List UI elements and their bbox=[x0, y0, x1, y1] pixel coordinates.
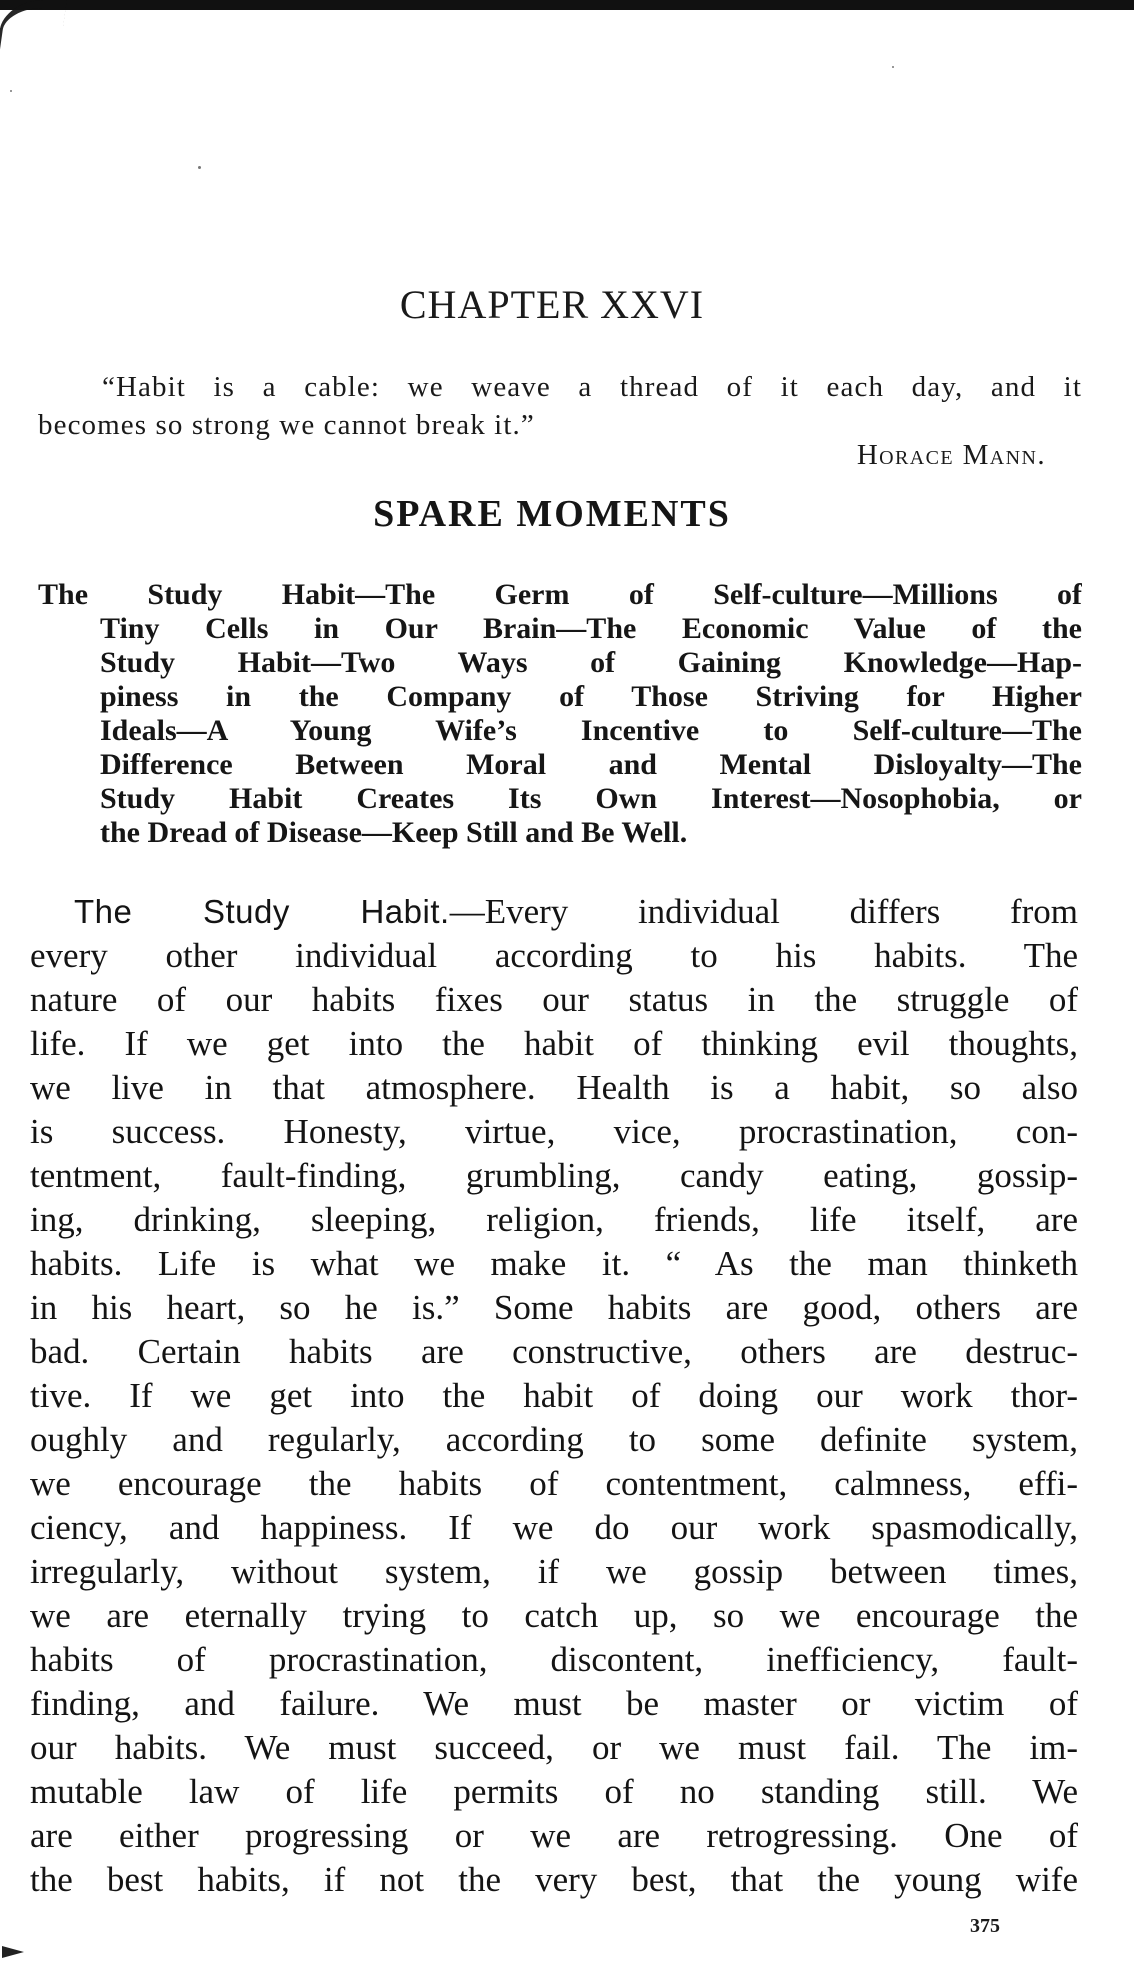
body-line: tive. If we get into the habit of doing our work thor- bbox=[30, 1376, 1078, 1415]
epigraph-quote bbox=[38, 368, 1082, 444]
body-line: we are eternally trying to catch up, so we encourage the bbox=[30, 1596, 1078, 1635]
paper-speck bbox=[198, 166, 201, 169]
body-line: we encourage the habits of contentment, calmness, effi- bbox=[30, 1464, 1078, 1503]
body-first-line bbox=[30, 890, 1078, 934]
body-line: is success. Honesty, virtue, vice, procrastination, con- bbox=[30, 1112, 1078, 1151]
epigraph-attribution: Horace Mann. bbox=[856, 439, 1046, 471]
chapter-title: CHAPTER XXVI bbox=[399, 282, 705, 327]
body-line: in his heart, so he is.” Some habits are good, others are bbox=[30, 1288, 1078, 1327]
body-line: finding, and failure. We must be master or victim of bbox=[30, 1684, 1078, 1723]
paper-speck bbox=[892, 66, 894, 68]
body-line: ciency, and happiness. If we do our work spasmodically, bbox=[30, 1508, 1078, 1547]
epigraph-line: becomes so strong we cannot break it.” bbox=[38, 409, 535, 441]
synopsis-line: Study Habit—Two Ways of Gaining Knowledge—Hap- bbox=[100, 646, 1082, 679]
body-line: ing, drinking, sleeping, religion, friends, life itself, are bbox=[30, 1200, 1078, 1239]
synopsis-line: Ideals—A Young Wife’s Incentive to Self-culture—The bbox=[100, 714, 1082, 747]
body-paragraph bbox=[30, 890, 1078, 1902]
top-edge-rule bbox=[0, 0, 1134, 10]
epigraph-line: “Habit is a cable: we weave a thread of it each day, and it bbox=[102, 371, 1082, 403]
body-line: tentment, fault-finding, grumbling, candy eating, gossip- bbox=[30, 1156, 1078, 1195]
body-line: oughly and regularly, according to some definite system, bbox=[30, 1420, 1078, 1459]
chapter-synopsis bbox=[38, 578, 1082, 850]
body-first-line-text: —Every individual differs from bbox=[449, 892, 1078, 931]
synopsis-line: The Study Habit—The Germ of Self-culture—Millions of bbox=[38, 578, 1082, 611]
synopsis-line: piness in the Company of Those Striving for Higher bbox=[100, 680, 1082, 713]
synopsis-line: Tiny Cells in Our Brain—The Economic Value of the bbox=[100, 612, 1082, 645]
body-line: every other individual according to his habits. The bbox=[30, 936, 1078, 975]
body-line: bad. Certain habits are constructive, others are destruc- bbox=[30, 1332, 1078, 1371]
body-line: life. If we get into the habit of thinking evil thoughts, bbox=[30, 1024, 1078, 1063]
body-line: our habits. We must succeed, or we must fail. The im- bbox=[30, 1728, 1078, 1767]
body-line: the best habits, if not the very best, that the young wife bbox=[30, 1860, 1078, 1899]
body-line: habits. Life is what we make it. “ As the man thinketh bbox=[30, 1244, 1078, 1283]
body-line: mutable law of life permits of no standing still. We bbox=[30, 1772, 1078, 1811]
paper-speck bbox=[10, 90, 12, 92]
body-line: are either progressing or we are retrogressing. One of bbox=[30, 1816, 1078, 1855]
section-title: SPARE MOMENTS bbox=[373, 493, 731, 535]
body-line: irregularly, without system, if we gossip between times, bbox=[30, 1552, 1078, 1591]
synopsis-line: the Dread of Disease—Keep Still and Be Well. bbox=[100, 816, 688, 849]
synopsis-line: Study Habit Creates Its Own Interest—Nosophobia, or bbox=[100, 782, 1082, 815]
edge-tick-mark bbox=[2, 1946, 24, 1958]
synopsis-line: Difference Between Moral and Mental Disloyalty—The bbox=[100, 748, 1082, 781]
page-number: 375 bbox=[970, 1915, 1000, 1937]
body-line: nature of our habits fixes our status in the struggle of bbox=[30, 980, 1078, 1019]
body-line: habits of procrastination, discontent, inefficiency, fault- bbox=[30, 1640, 1078, 1679]
run-in-heading: The Study Habit. bbox=[74, 893, 450, 930]
body-line: we live in that atmosphere. Health is a habit, so also bbox=[30, 1068, 1078, 1107]
